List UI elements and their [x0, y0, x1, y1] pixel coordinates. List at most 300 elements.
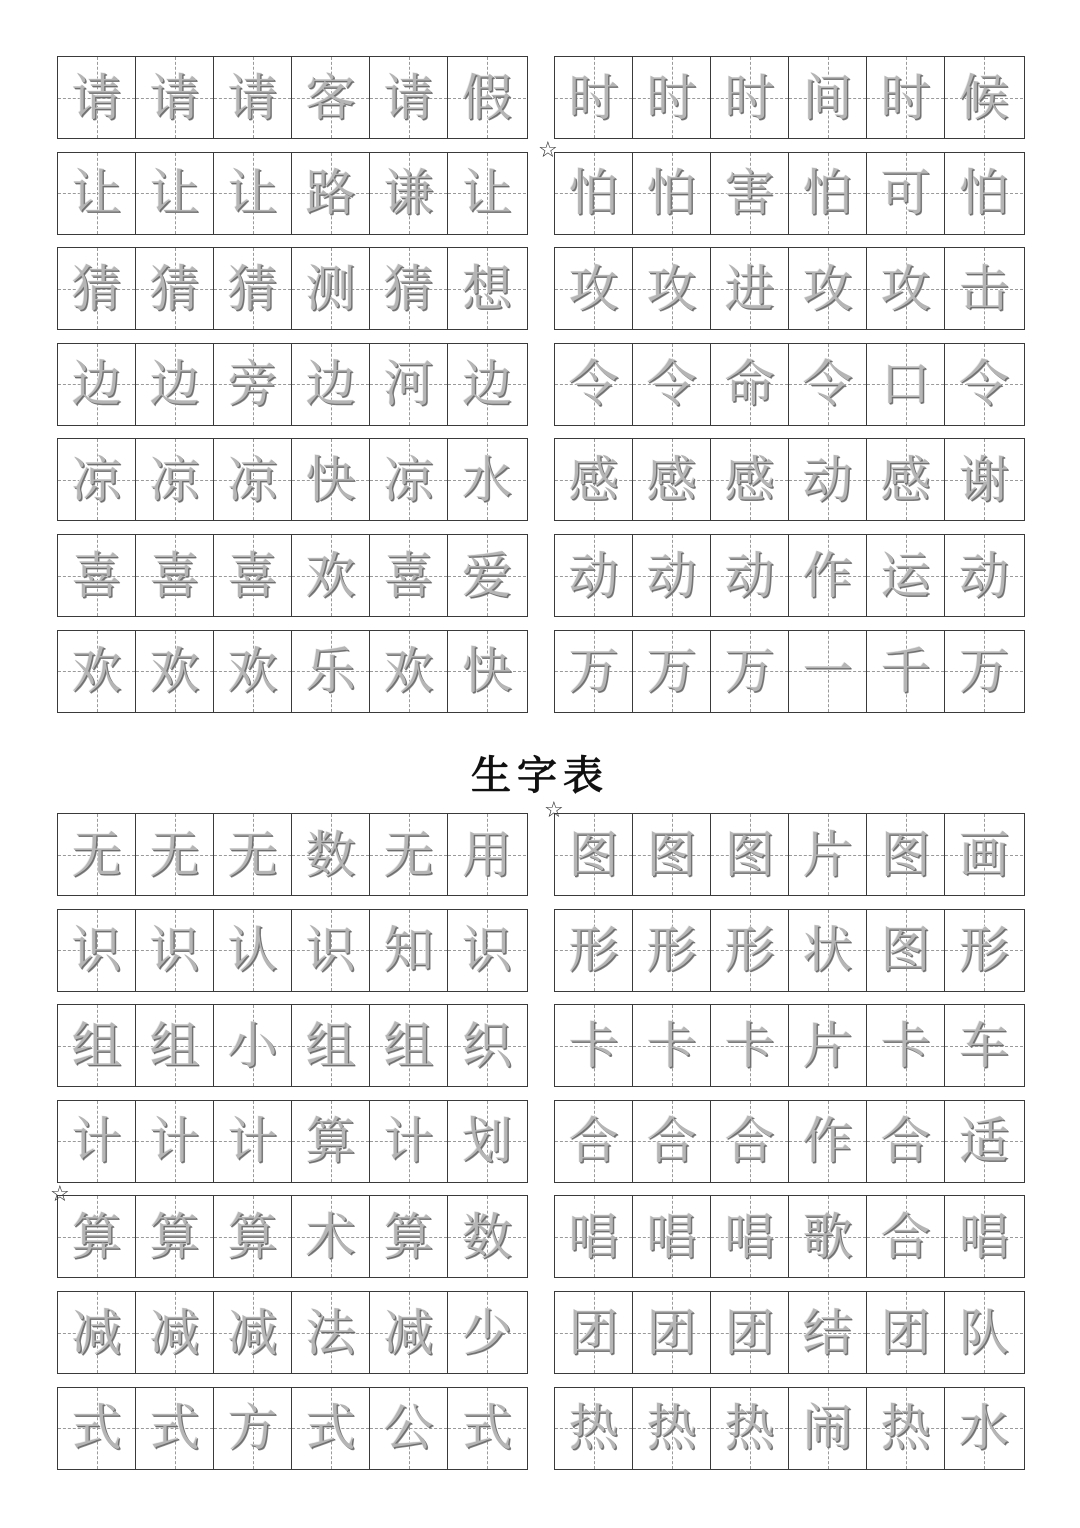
character-cell — [136, 910, 214, 991]
character-cell — [945, 1292, 1023, 1373]
character-cell — [867, 439, 945, 520]
character-cell — [711, 814, 789, 895]
character-glyph: 式 — [462, 1399, 512, 1458]
character-cell — [214, 1005, 292, 1086]
character-glyph: 算 — [383, 1207, 434, 1266]
character-glyph: 令 — [646, 355, 697, 414]
character-cell — [448, 248, 526, 329]
character-cell — [370, 1292, 448, 1373]
character-cell — [711, 535, 789, 616]
character-cell — [945, 1005, 1023, 1086]
character-cell — [370, 535, 448, 616]
character-cell — [789, 814, 867, 895]
character-cell — [633, 1101, 711, 1182]
character-cell — [633, 814, 711, 895]
character-glyph: 边 — [149, 355, 200, 414]
character-cell — [448, 153, 526, 234]
character-cell — [945, 248, 1023, 329]
character-cell — [945, 344, 1023, 425]
character-glyph: 公 — [383, 1399, 434, 1458]
character-cell — [555, 344, 633, 425]
character-glyph: 时 — [880, 68, 931, 127]
character-cell — [448, 814, 526, 895]
character-glyph: 无 — [149, 825, 200, 884]
character-cell — [370, 1005, 448, 1086]
character-glyph: 边 — [71, 355, 122, 414]
character-cell — [136, 535, 214, 616]
character-glyph: 方 — [227, 1399, 278, 1458]
character-cell — [555, 57, 633, 138]
character-glyph: 喜 — [383, 546, 434, 605]
character-cell — [58, 1005, 136, 1086]
character-glyph: 识 — [149, 921, 200, 980]
star-marker: ☆ — [538, 138, 558, 163]
character-glyph: 形 — [724, 921, 775, 980]
character-glyph: 动 — [568, 546, 619, 605]
character-glyph: 作 — [802, 1112, 853, 1171]
grid-bottom-left-row — [57, 813, 528, 896]
character-glyph: 进 — [724, 259, 775, 318]
character-glyph: 客 — [305, 68, 356, 127]
character-glyph: 快 — [462, 642, 512, 701]
character-glyph: 怕 — [568, 164, 619, 223]
character-cell — [292, 1196, 370, 1277]
character-glyph: 状 — [802, 921, 853, 980]
character-cell — [789, 535, 867, 616]
grid-bottom-left-row — [57, 1100, 528, 1183]
character-glyph: 团 — [568, 1303, 619, 1362]
character-cell — [789, 1005, 867, 1086]
character-glyph: 团 — [724, 1303, 775, 1362]
character-cell — [633, 631, 711, 712]
character-cell — [214, 153, 292, 234]
character-glyph: 欢 — [383, 642, 434, 701]
character-cell — [214, 1196, 292, 1277]
character-cell — [867, 153, 945, 234]
character-glyph: 凉 — [383, 450, 434, 509]
character-glyph: 形 — [568, 921, 619, 980]
character-cell — [945, 1388, 1023, 1469]
character-glyph: 计 — [149, 1112, 200, 1171]
grid-top-left-row — [57, 438, 528, 521]
character-cell — [136, 1005, 214, 1086]
character-cell — [633, 439, 711, 520]
character-glyph: 攻 — [802, 259, 853, 318]
grid-top-right-row — [554, 56, 1025, 139]
character-glyph: 识 — [305, 921, 356, 980]
character-cell — [555, 910, 633, 991]
character-cell — [945, 910, 1023, 991]
character-glyph: 万 — [568, 642, 619, 701]
character-cell — [136, 439, 214, 520]
character-glyph: 候 — [959, 68, 1009, 127]
character-cell — [711, 1196, 789, 1277]
page-title: 生字表 — [471, 752, 609, 799]
character-glyph: 算 — [227, 1207, 278, 1266]
character-cell — [58, 248, 136, 329]
character-glyph: 合 — [724, 1112, 775, 1171]
character-glyph: 请 — [149, 68, 200, 127]
character-glyph: 万 — [959, 642, 1009, 701]
character-glyph: 识 — [71, 921, 122, 980]
character-glyph: 请 — [71, 68, 122, 127]
character-cell — [292, 535, 370, 616]
character-glyph: 作 — [802, 546, 853, 605]
character-cell — [448, 1388, 526, 1469]
character-cell — [633, 153, 711, 234]
character-cell — [58, 439, 136, 520]
character-cell — [58, 57, 136, 138]
character-glyph: 卡 — [724, 1016, 775, 1075]
character-cell — [711, 1292, 789, 1373]
character-cell — [292, 439, 370, 520]
character-cell — [370, 1101, 448, 1182]
character-glyph: 令 — [959, 355, 1009, 414]
character-cell — [555, 535, 633, 616]
grid-bottom-left-row — [57, 1291, 528, 1374]
character-glyph: 可 — [880, 164, 931, 223]
character-cell — [555, 631, 633, 712]
character-glyph: 时 — [724, 68, 775, 127]
character-glyph: 算 — [305, 1112, 356, 1171]
character-cell — [789, 910, 867, 991]
character-cell — [789, 248, 867, 329]
grid-bottom-left-row — [57, 1195, 528, 1278]
character-glyph: 凉 — [149, 450, 200, 509]
character-glyph: 让 — [71, 164, 122, 223]
character-glyph: 怕 — [959, 164, 1009, 223]
character-glyph: 击 — [959, 259, 1009, 318]
character-cell — [945, 631, 1023, 712]
character-glyph: 合 — [880, 1207, 931, 1266]
character-cell — [292, 631, 370, 712]
character-cell — [633, 1388, 711, 1469]
character-glyph: 减 — [227, 1303, 278, 1362]
character-cell — [370, 344, 448, 425]
character-glyph: 时 — [646, 68, 697, 127]
character-cell — [711, 1005, 789, 1086]
character-cell — [711, 248, 789, 329]
character-cell — [448, 1005, 526, 1086]
character-cell — [633, 344, 711, 425]
character-glyph: 团 — [646, 1303, 697, 1362]
character-cell — [214, 248, 292, 329]
character-cell — [214, 1101, 292, 1182]
grid-top-right-row — [554, 247, 1025, 330]
character-cell — [214, 1388, 292, 1469]
character-glyph: 想 — [462, 259, 512, 318]
character-glyph: 适 — [959, 1112, 1009, 1171]
character-glyph: 卡 — [880, 1016, 931, 1075]
character-glyph: 图 — [724, 825, 775, 884]
character-glyph: 快 — [305, 450, 356, 509]
character-glyph: 用 — [462, 825, 512, 884]
character-glyph: 怕 — [802, 164, 853, 223]
grid-top-right-row — [554, 534, 1025, 617]
grid-top-left-row — [57, 343, 528, 426]
character-cell — [136, 57, 214, 138]
character-cell — [867, 910, 945, 991]
character-glyph: 算 — [149, 1207, 200, 1266]
character-glyph: 法 — [305, 1303, 356, 1362]
character-cell — [370, 57, 448, 138]
character-glyph: 欢 — [227, 642, 278, 701]
character-glyph: 唱 — [568, 1207, 619, 1266]
character-cell — [292, 57, 370, 138]
character-cell — [136, 153, 214, 234]
character-glyph: 无 — [71, 825, 122, 884]
character-cell — [867, 631, 945, 712]
character-glyph: 知 — [383, 921, 434, 980]
grid-bottom-right-row — [554, 909, 1025, 992]
character-glyph: 感 — [880, 450, 931, 509]
character-cell — [555, 439, 633, 520]
character-glyph: 识 — [462, 921, 512, 980]
character-cell — [867, 248, 945, 329]
character-glyph: 口 — [880, 355, 931, 414]
character-cell — [555, 248, 633, 329]
character-cell — [214, 535, 292, 616]
grid-bottom-right-row — [554, 1387, 1025, 1470]
character-cell — [214, 344, 292, 425]
character-cell — [633, 248, 711, 329]
character-glyph: 图 — [568, 825, 619, 884]
character-cell — [448, 535, 526, 616]
character-cell — [867, 814, 945, 895]
character-cell — [214, 910, 292, 991]
character-cell — [214, 57, 292, 138]
character-glyph: 喜 — [71, 546, 122, 605]
character-cell — [136, 631, 214, 712]
character-glyph: 边 — [462, 355, 512, 414]
character-glyph: 让 — [149, 164, 200, 223]
character-cell — [136, 248, 214, 329]
character-cell — [555, 1388, 633, 1469]
character-glyph: 万 — [646, 642, 697, 701]
character-cell — [867, 1196, 945, 1277]
character-glyph: 猜 — [71, 259, 122, 318]
character-glyph: 唱 — [724, 1207, 775, 1266]
character-cell — [711, 439, 789, 520]
character-cell — [370, 631, 448, 712]
character-glyph: 让 — [227, 164, 278, 223]
character-cell — [945, 57, 1023, 138]
character-cell — [789, 1388, 867, 1469]
character-cell — [555, 814, 633, 895]
character-cell — [633, 57, 711, 138]
character-cell — [789, 153, 867, 234]
character-cell — [711, 344, 789, 425]
character-cell — [58, 1292, 136, 1373]
character-glyph: 热 — [880, 1399, 931, 1458]
character-glyph: 认 — [227, 921, 278, 980]
character-glyph: 动 — [959, 546, 1009, 605]
character-glyph: 欢 — [149, 642, 200, 701]
character-cell — [58, 631, 136, 712]
character-cell — [58, 1388, 136, 1469]
character-glyph: 式 — [149, 1399, 200, 1458]
star-marker: ☆ — [544, 798, 564, 823]
character-cell — [633, 535, 711, 616]
character-glyph: 闹 — [802, 1399, 853, 1458]
character-cell — [633, 910, 711, 991]
character-glyph: 计 — [71, 1112, 122, 1171]
character-glyph: 形 — [959, 921, 1009, 980]
character-glyph: 凉 — [227, 450, 278, 509]
character-cell — [292, 910, 370, 991]
character-cell — [555, 1101, 633, 1182]
character-glyph: 路 — [305, 164, 356, 223]
character-glyph: 热 — [724, 1399, 775, 1458]
grid-bottom-left-row — [57, 1387, 528, 1470]
character-cell — [789, 631, 867, 712]
character-cell — [214, 814, 292, 895]
character-glyph: 织 — [462, 1016, 512, 1075]
character-glyph: 攻 — [568, 259, 619, 318]
grid-bottom-right-row — [554, 1004, 1025, 1087]
character-glyph: 请 — [227, 68, 278, 127]
star-marker: ☆ — [50, 1182, 70, 1207]
character-cell — [711, 1388, 789, 1469]
character-glyph: 热 — [646, 1399, 697, 1458]
character-glyph: 水 — [462, 450, 512, 509]
character-cell — [58, 153, 136, 234]
grid-top-left-row — [57, 152, 528, 235]
character-cell — [867, 535, 945, 616]
character-cell — [867, 1101, 945, 1182]
character-glyph: 感 — [568, 450, 619, 509]
character-glyph: 运 — [880, 546, 931, 605]
character-cell — [448, 910, 526, 991]
character-glyph: 爱 — [462, 546, 512, 605]
character-glyph: 假 — [462, 68, 512, 127]
character-cell — [945, 1101, 1023, 1182]
character-cell — [633, 1196, 711, 1277]
character-glyph: 减 — [383, 1303, 434, 1362]
character-glyph: 热 — [568, 1399, 619, 1458]
character-cell — [633, 1292, 711, 1373]
character-glyph: 歌 — [802, 1207, 853, 1266]
character-cell — [136, 1101, 214, 1182]
character-glyph: 攻 — [646, 259, 697, 318]
character-glyph: 计 — [227, 1112, 278, 1171]
character-cell — [58, 814, 136, 895]
character-cell — [292, 1292, 370, 1373]
character-glyph: 无 — [227, 825, 278, 884]
grid-top-right-row — [554, 438, 1025, 521]
character-cell — [136, 1388, 214, 1469]
character-glyph: 动 — [724, 546, 775, 605]
character-cell — [58, 1101, 136, 1182]
character-glyph: 划 — [462, 1112, 512, 1171]
character-cell — [789, 57, 867, 138]
character-glyph: 唱 — [646, 1207, 697, 1266]
character-cell — [292, 1005, 370, 1086]
character-glyph: 组 — [149, 1016, 200, 1075]
character-cell — [58, 1196, 136, 1277]
character-cell — [292, 814, 370, 895]
character-cell — [867, 1005, 945, 1086]
character-glyph: 车 — [959, 1016, 1009, 1075]
character-glyph: 少 — [462, 1303, 512, 1362]
character-cell — [58, 910, 136, 991]
character-glyph: 猜 — [383, 259, 434, 318]
character-cell — [867, 1388, 945, 1469]
character-cell — [448, 1196, 526, 1277]
character-glyph: 猜 — [149, 259, 200, 318]
character-glyph: 感 — [724, 450, 775, 509]
character-glyph: 组 — [383, 1016, 434, 1075]
character-cell — [789, 439, 867, 520]
character-glyph: 数 — [462, 1207, 512, 1266]
character-glyph: 旁 — [227, 355, 278, 414]
character-glyph: 图 — [880, 921, 931, 980]
character-glyph: 乐 — [305, 642, 356, 701]
character-cell — [867, 344, 945, 425]
character-cell — [370, 910, 448, 991]
grid-bottom-left-row — [57, 909, 528, 992]
character-glyph: 形 — [646, 921, 697, 980]
character-cell — [370, 1388, 448, 1469]
character-glyph: 欢 — [71, 642, 122, 701]
character-glyph: 请 — [383, 68, 434, 127]
character-cell — [370, 248, 448, 329]
character-cell — [945, 535, 1023, 616]
character-cell — [867, 1292, 945, 1373]
character-cell — [136, 344, 214, 425]
character-glyph: 结 — [802, 1303, 853, 1362]
grid-top-right-row — [554, 630, 1025, 713]
character-glyph: 队 — [959, 1303, 1009, 1362]
character-cell — [555, 1196, 633, 1277]
character-cell — [711, 57, 789, 138]
character-cell — [448, 439, 526, 520]
character-cell — [136, 1292, 214, 1373]
grid-bottom-left-row — [57, 1004, 528, 1087]
grid-bottom-right-row — [554, 1291, 1025, 1374]
character-cell — [633, 1005, 711, 1086]
character-glyph: 画 — [959, 825, 1009, 884]
character-glyph: 让 — [462, 164, 512, 223]
character-glyph: 动 — [802, 450, 853, 509]
character-cell — [555, 153, 633, 234]
character-glyph: 算 — [71, 1207, 122, 1266]
character-glyph: 小 — [227, 1016, 278, 1075]
character-cell — [136, 814, 214, 895]
character-cell — [867, 57, 945, 138]
character-glyph: 水 — [959, 1399, 1009, 1458]
character-cell — [711, 1101, 789, 1182]
character-cell — [448, 344, 526, 425]
character-glyph: 图 — [646, 825, 697, 884]
character-glyph: 动 — [646, 546, 697, 605]
character-glyph: 组 — [71, 1016, 122, 1075]
character-glyph: 合 — [646, 1112, 697, 1171]
character-glyph: 卡 — [646, 1016, 697, 1075]
character-glyph: 减 — [149, 1303, 200, 1362]
character-glyph: 喜 — [149, 546, 200, 605]
character-glyph: 害 — [724, 164, 775, 223]
character-glyph: 合 — [568, 1112, 619, 1171]
character-cell — [711, 153, 789, 234]
character-glyph: 一 — [802, 642, 853, 701]
character-glyph: 片 — [802, 825, 853, 884]
character-glyph: 命 — [724, 355, 775, 414]
character-glyph: 谦 — [383, 164, 434, 223]
character-glyph: 令 — [802, 355, 853, 414]
character-glyph: 式 — [305, 1399, 356, 1458]
character-cell — [945, 439, 1023, 520]
